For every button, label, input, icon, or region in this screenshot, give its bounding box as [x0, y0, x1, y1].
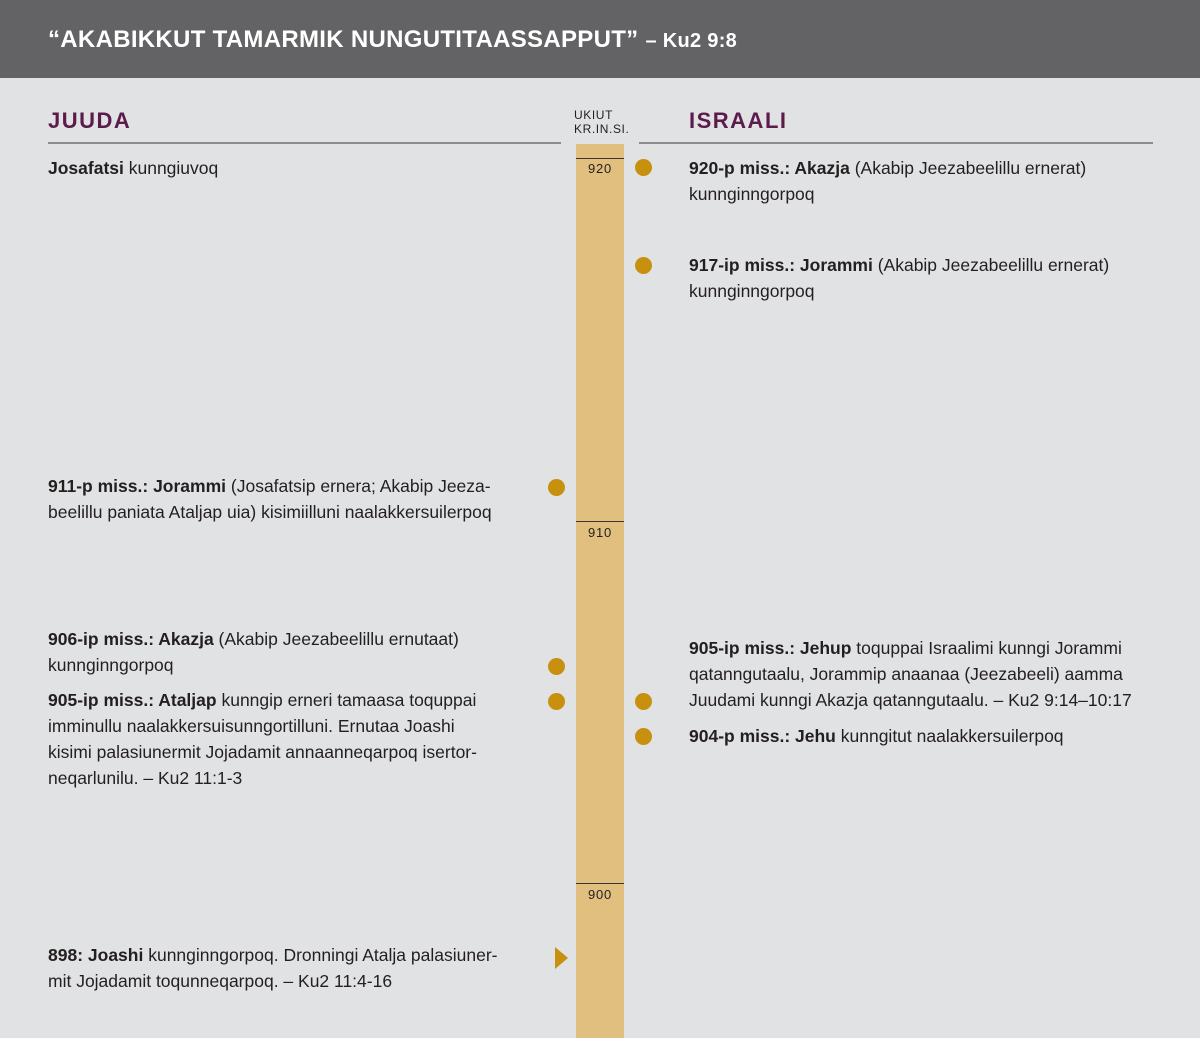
israali-event-917 — [689, 252, 1169, 304]
israali-marker-904 — [635, 728, 652, 745]
event-text-line4: neqarlunilu. – Ku2 11:1-3 — [48, 768, 243, 788]
event-name: Akazja — [794, 158, 850, 178]
event-date: 911-p miss.: — [48, 476, 154, 496]
event-text-line2: qatanngutaalu, Jorammip anaanaa (Jeezabeeli) aamma — [689, 664, 1123, 684]
event-text: toquppai Israalimi kunngi Jorammi — [851, 638, 1122, 658]
event-name: Ataljap — [158, 690, 217, 710]
israali-marker-905 — [635, 693, 652, 710]
event-text-line2: beelillu paniata Ataljap uia) kisimiilluni naalakkersuilerpoq — [48, 502, 492, 522]
event-text: (Akabip Jeezabeelillu ernerat) — [849, 158, 1087, 178]
israali-event-904 — [689, 723, 1169, 749]
event-text-line2: kunnginngorpoq — [48, 655, 174, 675]
juuda-event-josafatsi — [48, 155, 528, 181]
israali-event-905 — [689, 635, 1169, 713]
axis-label-line1: UKIUT — [574, 108, 613, 122]
event-text-line2: kunnginngorpoq — [689, 184, 815, 204]
event-text-line2: mit Jojadamit toqunneqarpoq. – Ku2 11:4-16 — [48, 971, 393, 991]
event-text: kunngitut naalakkersuilerpoq — [835, 726, 1064, 746]
event-text: (Akabip Jeezabeelillu ernutaat) — [213, 629, 459, 649]
event-date: 904-p miss.: — [689, 726, 796, 746]
event-name: Joashi — [87, 945, 144, 965]
event-name: Jorammi — [799, 255, 873, 275]
juuda-arrow-marker-898 — [555, 947, 568, 969]
juuda-event-906 — [48, 626, 528, 678]
juuda-marker-911 — [548, 479, 565, 496]
juuda-heading: JUUDA — [48, 108, 132, 133]
event-text: (Akabip Jeezabeelillu ernerat) — [872, 255, 1110, 275]
israali-marker-920 — [635, 159, 652, 176]
event-name: Jehu — [795, 726, 836, 746]
event-name: Akazja — [158, 629, 214, 649]
juuda-event-905 — [48, 687, 548, 791]
israali-heading: ISRAALI — [689, 108, 788, 133]
event-text: kunngip erneri tamaasa toquppai — [216, 690, 477, 710]
event-text-line3: Juudami kunngi Akazja qatanngutaalu. – Ku2 9:14–10:17 — [689, 690, 1132, 710]
juuda-marker-906 — [548, 658, 565, 675]
event-text-line2: imminullu naalakkersuisunngortilluni. Ernutaa Joashi — [48, 716, 455, 736]
tick-910 — [576, 521, 624, 522]
title-text: “AKABIKKUT TAMARMIK NUNGUTITAASSAPPUT” — [48, 26, 639, 53]
event-date: 917-ip miss.: — [689, 255, 800, 275]
event-date: 905-ip miss.: — [689, 638, 800, 658]
tick-920 — [576, 158, 624, 159]
event-text: (Josafatsip ernera; Akabip Jeeza- — [226, 476, 491, 496]
event-date: 905-ip miss.: — [48, 690, 159, 710]
page-title — [48, 26, 737, 54]
israali-event-920 — [689, 155, 1169, 207]
tick-label-910: 910 — [587, 525, 613, 540]
event-name: Jorammi — [153, 476, 227, 496]
title-reference: – Ku2 9:8 — [645, 30, 738, 52]
israali-rule — [639, 142, 1153, 144]
event-name: Jehup — [799, 638, 852, 658]
axis-label — [574, 108, 629, 136]
event-date: 920-p miss.: — [689, 158, 795, 178]
event-text-line2: kunnginngorpoq — [689, 281, 815, 301]
juuda-marker-905 — [548, 693, 565, 710]
tick-label-920: 920 — [587, 161, 613, 176]
tick-label-900: 900 — [587, 887, 613, 902]
israali-marker-917 — [635, 257, 652, 274]
juuda-event-911 — [48, 473, 548, 525]
tick-900 — [576, 883, 624, 884]
event-name: Josafatsi — [48, 158, 124, 178]
timeline-bar — [576, 144, 624, 1038]
event-text: kunnginngorpoq. Dronningi Atalja palasiuner- — [143, 945, 498, 965]
event-date: 906-ip miss.: — [48, 629, 159, 649]
header-banner — [0, 0, 1200, 78]
event-date: 898: — [48, 945, 88, 965]
juuda-event-898 — [48, 942, 548, 994]
event-text: kunngiuvoq — [123, 158, 219, 178]
axis-label-line2: KR.IN.SI. — [574, 122, 630, 136]
juuda-rule — [48, 142, 561, 144]
event-text-line3: kisimi palasiunermit Jojadamit annaanneqarpoq isertor- — [48, 742, 477, 762]
